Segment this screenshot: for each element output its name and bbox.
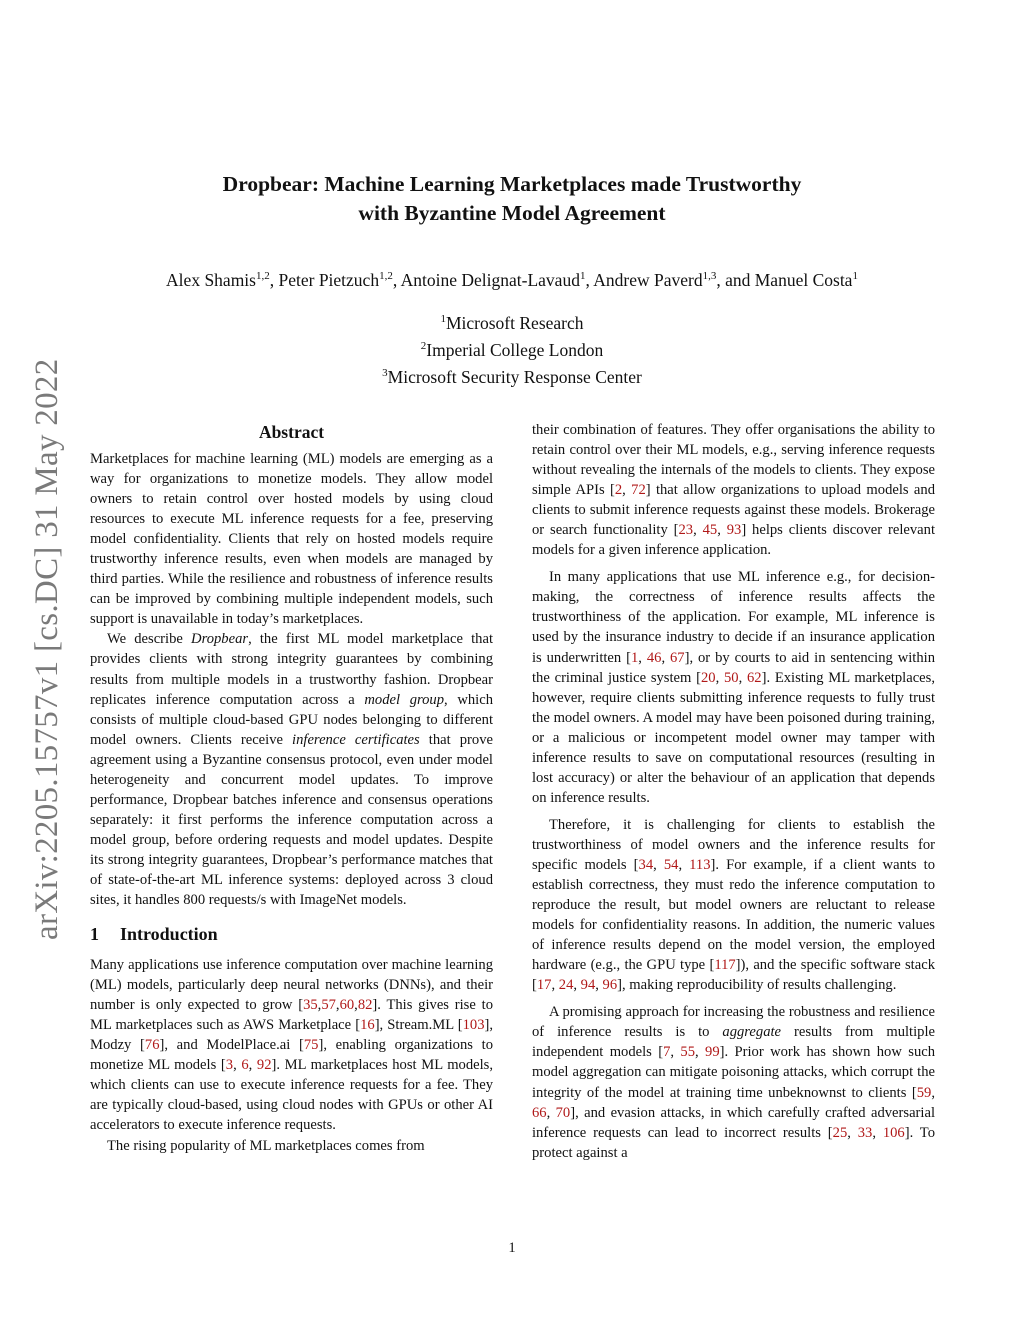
citation-link[interactable]: 33 <box>857 1124 873 1141</box>
citation-link[interactable]: 1 <box>630 649 639 666</box>
affiliation <box>60 338 964 365</box>
affiliation <box>60 365 964 392</box>
abstract-body <box>90 449 493 910</box>
citation-link[interactable]: 62 <box>746 669 762 686</box>
citation-link[interactable]: 50 <box>723 669 739 686</box>
author-separator: , and <box>716 270 755 290</box>
affiliation-list <box>60 311 964 392</box>
emphasized-term: Dropbear <box>191 631 249 648</box>
author-affiliation-mark: 1 <box>579 270 586 282</box>
author-affiliation-mark: 1 <box>852 270 858 282</box>
affiliation-number: 3 <box>382 367 388 379</box>
citation-link[interactable]: 113 <box>689 856 711 873</box>
citation-link[interactable]: 60 <box>339 997 355 1014</box>
citation-link[interactable]: 34 <box>638 856 654 873</box>
abstract-paragraph-2: We describe Dropbear, the first ML model marketplace that provides clients with strong integrity guarantees by combining results from multiple models in a trustworthy fashion. Dropbear replicates inference computation across a model group, which consists of multiple cloud-based GPU nodes belonging to different model owners. Clients receive inference certificates that prove agreement using a Byzantine consensus protocol, even under model heterogeneity and concurrent model updates. To improve performance, Dropbear batches inference and consensus operations separately: it first performs the inference computation across a model group, before ordering requests and model updates. Despite its strong integrity guarantees, Dropbear’s performance matches that of state-of-the-art ML inference systems: deployed across 3 cloud sites, it handles 800 requests/s with ImageNet models. <box>90 631 494 909</box>
author-affiliation-mark: 1,2 <box>379 270 393 282</box>
author-name: Peter Pietzuch <box>278 270 380 290</box>
citation-link[interactable]: 94 <box>580 977 596 994</box>
citation-link[interactable]: 70 <box>555 1104 571 1121</box>
author-name: Manuel Costa <box>754 270 853 290</box>
citation-link[interactable]: 20 <box>700 669 716 686</box>
intro-paragraph-3: In many applications that use ML inference e.g., for decision-making, the correctness of inference results affects the trustworthiness of the application. For example, ML inference is used by the insurance industry to decide if an insurance application is underwritten [1, 46, 67], or by courts to aid in sentencing within the criminal justice system [20, 50, 62]. Existing ML marketplaces, however, require clients submitting inference requests to fully trust the model owners. A model may have been poisoned during training, or a malicious or incompetent model owner may tamper with inference results to save on computational resources (resulting in lost accuracy) or alter the behaviour of an application that depends on inference results. <box>532 569 936 806</box>
citation-link[interactable]: 17 <box>536 977 552 994</box>
citation-link[interactable]: 76 <box>144 1037 160 1054</box>
abstract-paragraph-1: Marketplaces for machine learning (ML) models are emerging as a way for organizations to monetize models. They allow model owners to retain control over hosted models by using cloud resources to execute ML inference requests for a fee, preserving model confidentiality. Clients that rely on hosted models require trustworthy inference results, even when models are managed by third parties. While the resilience and robustness of inference results can be improved by combining multiple independent models, such support is unavailable in today’s marketplaces. <box>90 451 493 628</box>
affiliation-name: Imperial College London <box>426 340 604 360</box>
emphasized-term: model group <box>364 691 445 708</box>
citation-link[interactable]: 103 <box>462 1017 485 1034</box>
author-separator: , <box>585 270 594 290</box>
citation-link[interactable]: 35 <box>303 997 318 1014</box>
citation-link[interactable]: 96 <box>602 977 618 994</box>
title-line-2: with Byzantine Model Agreement <box>358 201 666 225</box>
citation-link[interactable]: 92 <box>256 1057 272 1074</box>
citation-link[interactable]: 57 <box>321 997 336 1014</box>
citation-link[interactable]: 67 <box>670 649 685 666</box>
citation-link[interactable]: 59 <box>916 1084 932 1101</box>
intro-paragraph-4: Therefore, it is challenging for clients to establish the trustworthiness of model owners and the inference results for specific models [34, 54, 113]. For example, if a client wants to establish correctness, they must redo the inference computation to reproduce the result, but model owners are reluctant to release models for confidentiality reasons. In addition, the numeric values of inference results depend on the model version, the employed hardware (e.g., the GPU type [117]), and the specific software stack [17, 24, 94, 96], making reproducibility of results challenging. <box>532 816 936 994</box>
intro-paragraph-5: A promising approach for increasing the robustness and resilience of inference results is to aggregate results from multiple independent models [7, 55, 99]. Prior work has shown how such model aggregation can mitigate poisoning attacks, which corrupt the integrity of the model at training time unbeknownst to clients [59, 66, 70], and evasion attacks, in which carefully crafted adversarial inference requests can lead to incorrect results [25, 33, 106]. To protect against a <box>532 1004 936 1161</box>
left-column <box>90 420 493 1156</box>
right-column <box>532 420 935 1163</box>
author-name: Antoine Delignat-Lavaud <box>400 270 580 290</box>
citation-link[interactable]: 7 <box>663 1044 671 1061</box>
citation-link[interactable]: 75 <box>303 1037 319 1054</box>
affiliation-name: Microsoft Security Response Center <box>387 367 642 387</box>
affiliation-number: 1 <box>440 313 446 325</box>
author-name: Alex Shamis <box>166 270 256 290</box>
intro-paragraph-2: The rising popularity of ML marketplaces comes from <box>107 1137 425 1154</box>
page-number: 1 <box>508 1240 516 1256</box>
section-number: 1 <box>90 924 99 945</box>
citation-link[interactable]: 23 <box>678 522 694 539</box>
citation-link[interactable]: 99 <box>705 1044 720 1061</box>
citation-link[interactable]: 46 <box>646 649 662 666</box>
paper-title <box>90 170 934 228</box>
author-separator: , <box>269 270 279 290</box>
citation-link[interactable]: 3 <box>225 1057 234 1074</box>
author-affiliation-mark: 1,2 <box>255 270 270 282</box>
affiliation <box>60 311 964 338</box>
citation-link[interactable]: 117 <box>714 957 736 974</box>
author-affiliation-mark: 1,3 <box>702 270 717 282</box>
abstract-heading: Abstract <box>258 422 325 442</box>
affiliation-name: Microsoft Research <box>445 313 584 333</box>
emphasized-term: inference certificates <box>292 731 420 748</box>
emphasized-term: aggregate <box>722 1024 782 1041</box>
citation-link[interactable]: 93 <box>726 522 742 539</box>
section-heading-introduction <box>90 922 493 946</box>
intro-paragraph-1: Many applications use inference computation over machine learning (ML) models, particularly deep neural networks (DNNs), and their number is only expected to grow [35,57,60,82]. This gives rise to ML marketplaces such as AWS Marketplace [16], Stream.ML [103], Modzy [76], and ModelPlace.ai [75], enabling organizations to monetize ML models [3, 6, 92]. ML marketplaces host ML models, which clients can use to execute inference requests for a fee. They are typically cloud-based, using cloud nodes with GPUs or other AI accelerators to execute inference requests. <box>90 957 493 1134</box>
arxiv-identifier: arXiv:2205.15757v1 [cs.DC] 31 May 2022 <box>29 358 65 940</box>
affiliation-number: 2 <box>420 340 427 352</box>
citation-link[interactable]: 25 <box>832 1124 848 1141</box>
citation-link[interactable]: 66 <box>532 1104 547 1121</box>
intro-paragraph-2-cont: their combination of features. They offer organisations the ability to retain control over their ML models, e.g., serving inference requests without revealing the internals of the models to clients. They expose simple APIs [2, 72] that allow organizations to upload models and clients to submit inference requests against these models. Brokerage or search functionality [23, 45, 93] helps clients discover relevant models for a given inference application. <box>532 422 936 559</box>
author-separator: , <box>392 270 401 290</box>
citation-link[interactable]: 2 <box>614 482 623 499</box>
title-line-1: Dropbear: Machine Learning Marketplaces made Trustworthy <box>222 172 802 196</box>
author-name: Andrew Paverd <box>593 270 703 290</box>
citation-link[interactable]: 106 <box>882 1124 905 1141</box>
citation-link[interactable]: 16 <box>360 1017 375 1034</box>
citation-link[interactable]: 24 <box>558 977 574 994</box>
citation-link[interactable]: 45 <box>702 522 718 539</box>
citation-link[interactable]: 6 <box>241 1057 249 1074</box>
section-title: Introduction <box>120 924 218 945</box>
citation-link[interactable]: 54 <box>663 856 679 873</box>
citation-link[interactable]: 72 <box>631 482 646 499</box>
author-list <box>60 270 964 291</box>
citation-link[interactable]: 82 <box>357 997 373 1014</box>
citation-link[interactable]: 55 <box>680 1044 696 1061</box>
